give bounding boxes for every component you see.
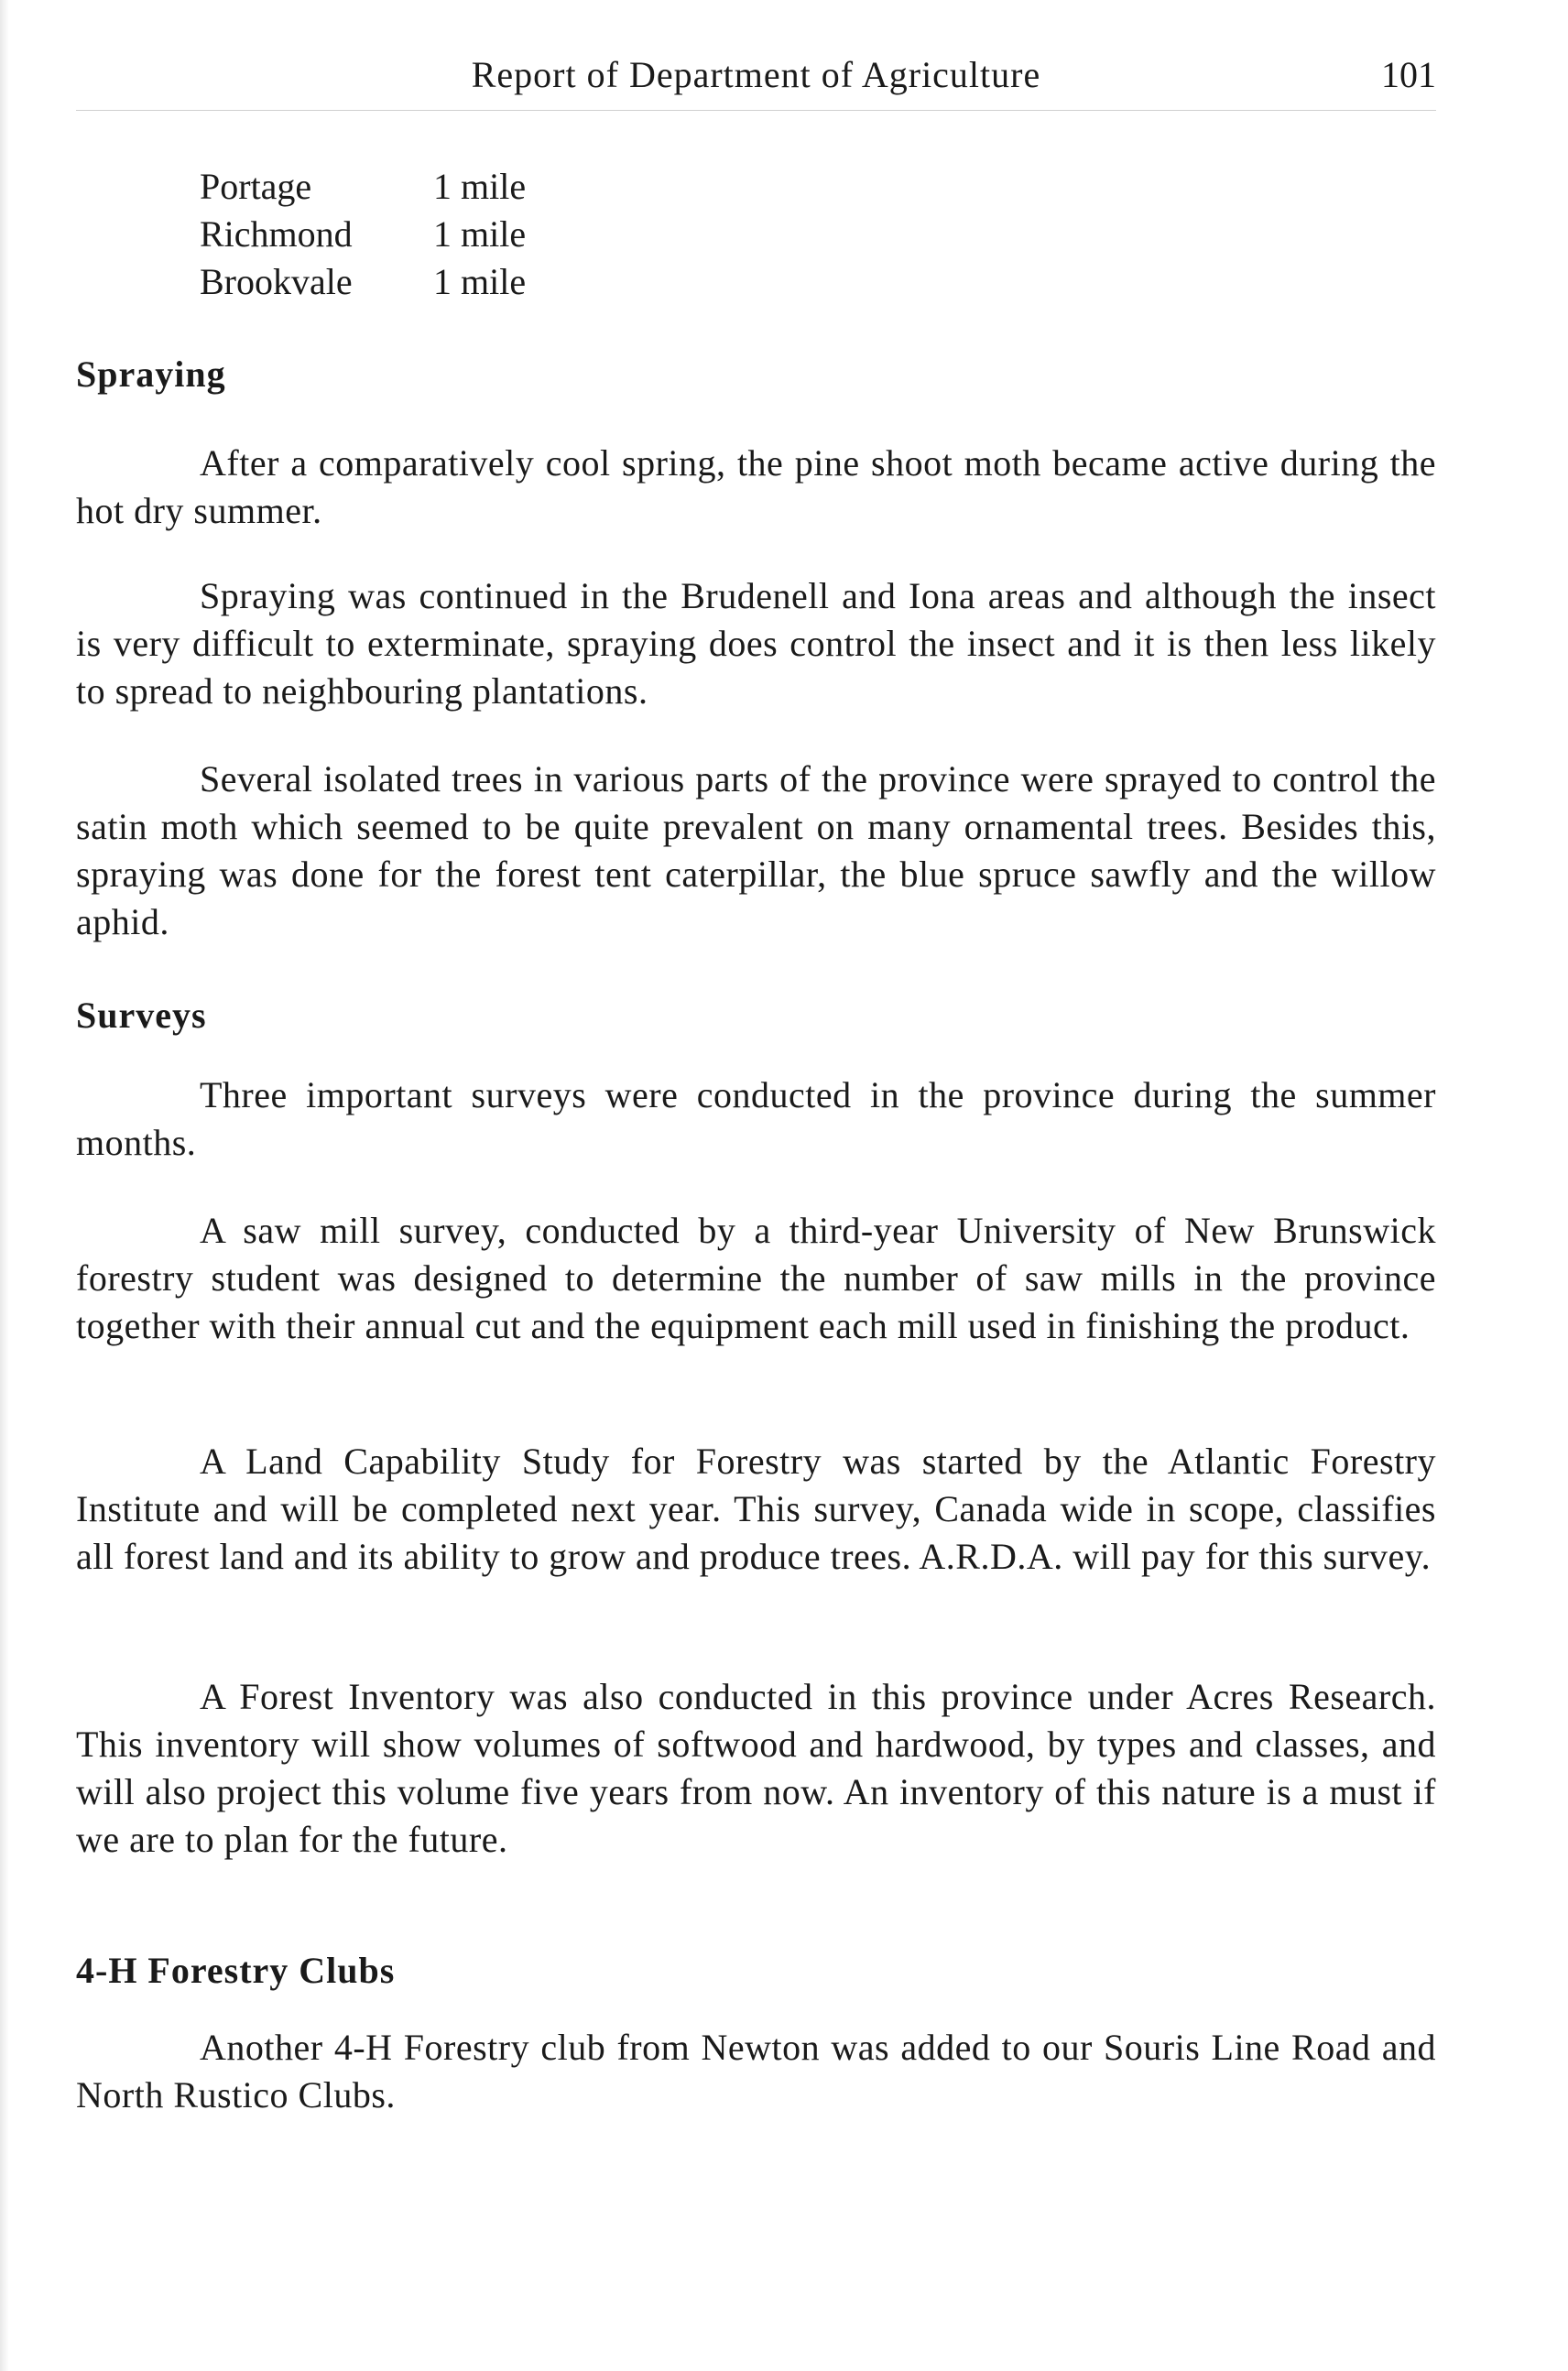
paragraph: Three important surveys were conducted in the province during the summer months. bbox=[76, 1074, 1436, 1163]
paragraph: Spraying was continued in the Brudenell and Iona areas and although the insect is very difficult to exterminate, spraying does control the insect and it is then less likely to spread to neighbouring plantations. bbox=[76, 575, 1436, 712]
section-heading-surveys: Surveys bbox=[76, 995, 207, 1036]
distance-table bbox=[200, 163, 526, 306]
paragraph: A Land Capability Study for Forestry was started by the Atlantic Forestry Institute and will be completed next year. This survey, Canada wide in scope, classifies all forest land and its ability to grow and produce trees. A.R.D.A. will pay for this survey. bbox=[76, 1441, 1436, 1577]
table-row bbox=[200, 163, 526, 211]
place-name: Brookvale bbox=[200, 261, 353, 302]
paragraph: A Forest Inventory was also conducted in this province under Acres Research. This inventory will show volumes of softwood and hardwood, by types and classes, and will also project this volume five years from now. An inventory of this nature is a must if we are to plan for the future. bbox=[76, 1676, 1436, 1860]
distance-value: 1 mile bbox=[433, 166, 527, 207]
page-number: 101 bbox=[1381, 54, 1436, 95]
place-name: Richmond bbox=[200, 213, 353, 255]
table-row bbox=[200, 258, 526, 306]
paragraph: Several isolated trees in various parts of the province were sprayed to control the satin moth which seemed to be quite prevalent on many ornamental trees. Besides this, spraying was done for the forest tent caterpillar, the blue spruce sawfly and the willow aphid. bbox=[76, 758, 1436, 942]
paragraph: A saw mill survey, conducted by a third-year University of New Brunswick forestry student was designed to determine the number of saw mills in the province together with their annual cut and the equipment each mill used in finishing the product. bbox=[76, 1210, 1436, 1346]
page-header bbox=[76, 46, 1436, 111]
place-name: Portage bbox=[200, 166, 312, 207]
distance-value: 1 mile bbox=[433, 213, 527, 255]
section-heading-4h-forestry-clubs: 4-H Forestry Clubs bbox=[76, 1950, 396, 1991]
table-row bbox=[200, 211, 526, 258]
running-title: Report of Department of Agriculture bbox=[471, 54, 1041, 95]
section-heading-spraying: Spraying bbox=[76, 353, 226, 395]
paragraph: After a comparatively cool spring, the pine shoot moth became active during the hot dry summer. bbox=[76, 442, 1436, 531]
paragraph: Another 4-H Forestry club from Newton was added to our Souris Line Road and North Rustico Clubs. bbox=[76, 2027, 1436, 2115]
distance-value: 1 mile bbox=[433, 261, 527, 302]
page-edge-shadow bbox=[0, 0, 9, 2371]
